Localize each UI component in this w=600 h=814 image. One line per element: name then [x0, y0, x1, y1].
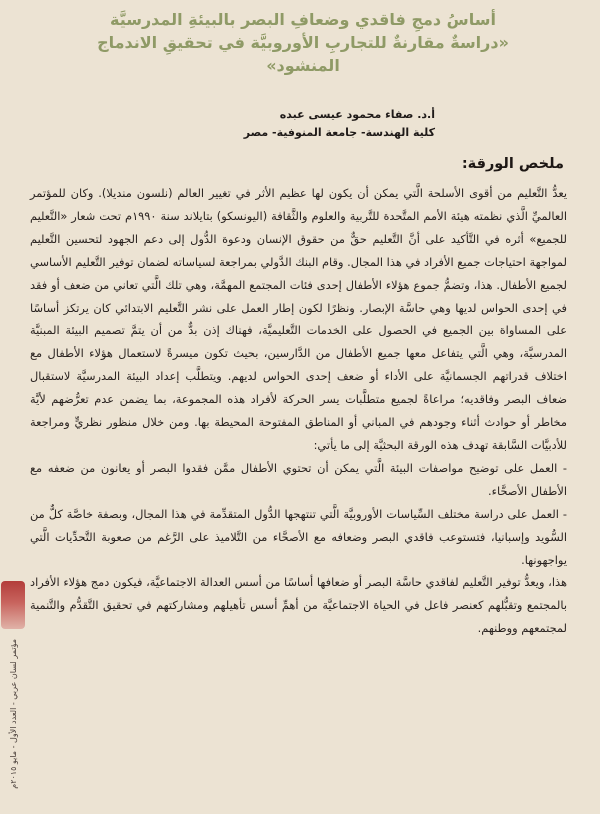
journal-footer-text: مؤتمر لسان عربي - العدد الأول - مايو ٢٠١٥م — [8, 639, 18, 789]
journal-logo-icon — [1, 581, 25, 629]
title-line-2: «دراسةٌ مقارنةٌ للتجاربِ الأوروبيَّة في تحقيقِ الاندماج — [97, 33, 509, 52]
abstract-heading: ملخص الورقة: — [461, 156, 564, 172]
title-line-1: أساسُ دمجِ فاقدي وضعافِ البصر بالبيئةِ المدرسيَّة — [110, 10, 496, 29]
author-affiliation: كلية الهندسة- جامعة المنوفية- مصر — [243, 126, 435, 139]
author-name: أ.د. صفاء محمود عيسى عبده — [279, 108, 435, 121]
author-block — [135, 106, 435, 142]
journal-side-strip — [0, 555, 26, 814]
title-line-3: المنشود» — [266, 56, 340, 75]
objective-item-2: - العمل على دراسة مختلف السِّياسات الأوروبيَّة الَّتي تنتهجها الدُّول المتقدِّمة في هذا المجال، وبصفة خاصَّة كلٌّ من السُّويد وإسبانيا، فتستوعب فاقدي البصر وضعافه مع الأصحَّاء من التَّلاميذ على الرَّغم من صعوبة التَّحدِّيات الَّتي يواجهونها. — [30, 506, 567, 567]
objective-item-1: - العمل على توضيح مواصفات البيئة الَّتي يمكن أن تحتوي الأطفال ممَّن فقدوا البصر أو يعانون من ضعفه مع الأطفال الأصحَّاء. — [30, 460, 567, 498]
abstract-paragraph: يعدُّ التَّعليم من أقوى الأسلحة الَّتي يمكن أن يكون لها عظيم الأثر في تغيير العالم (نلسون منديلا). وكان للمؤتمر العالميِّ الَّذي نظمته هيئة الأمم المتَّحدة للتَّربية والعلوم والثَّقافة (اليونسكو) بتايلاند سنة ١٩٩٠م تحت شعار «التَّعليم للجميع» أثره في التَّأكيد على أنَّ التَّعليم حقٌّ من حقوق الإنسان ودعوة الدُّول إلى دعم الجهود لتحسين التَّعليم لمواجهة احتياجات جميع الأفراد في هذا المجال. وقام البنك الدَّولي بمراجعة لسياساته لضمان توفير التَّعليم الأساسي لجميع الأطفال. هذا، وتضمُّ جموع هؤلاء الأطفال إحدى فئات المجتمع المهمَّة، وهي تلك الَّتي تعاني من ضعف أو فقد في إحدى الحواس لديها وهي حاسَّة الإبصار. ونظرًا لكون إطار العمل على نشر التَّعليم الابتدائي كان يرتكز أساسًا على المساواة بين الجميع في الحصول على الخدمات التَّعليميَّة، فهناك إذن بدٌّ من أن يتمَّ تصميم البيئة المبنيَّة المدرسيَّة، وهي الَّتي يتفاعل معها جميع الأطفال من الدَّارسين، بحيث تكون ميسرةً لاستعمال هؤلاء الأطفال مع اختلاف قدراتهم الجسمانيَّة على الأداء أو ضعف إحدى الحواس لديهم. ويتطلَّب إعداد البيئة المدرسيَّة لاستقبال ضعاف البصر وفاقديه؛ مراعاةً لجميع متطلَّبات يسر الحركة لأفراد هذه المجموعة، بما يضمن عدم تعرُّضهم لأيَّة مخاطر أو حوادث أثناء وجودهم في المباني أو المناطق المفتوحة المحيطة بها. ومن خلال منظور نظريٍّ ومراجعة للأدبيَّات السَّابقة تهدف هذه الورقة البحثيَّة إلى ما يأتي: — [30, 186, 567, 452]
abstract-conclusion: هذا، ويعدُّ توفير التَّعليم لفاقدي حاسَّة البصر أو ضعافها أساسًا من أسس العدالة الاجتماعيَّة، فيكون دمج هؤلاء الأفراد بالمجتمع وتقبُّلهم كعنصر فاعل في الحياة الاجتماعيَّة من أهمِّ أسس تأهيلهم ومشاركتهم في تحقيق التَّقدُّم والتَّنمية لمجتمعهم ووطنهم. — [30, 575, 567, 636]
paper-title — [48, 8, 558, 77]
abstract-body — [30, 182, 567, 640]
